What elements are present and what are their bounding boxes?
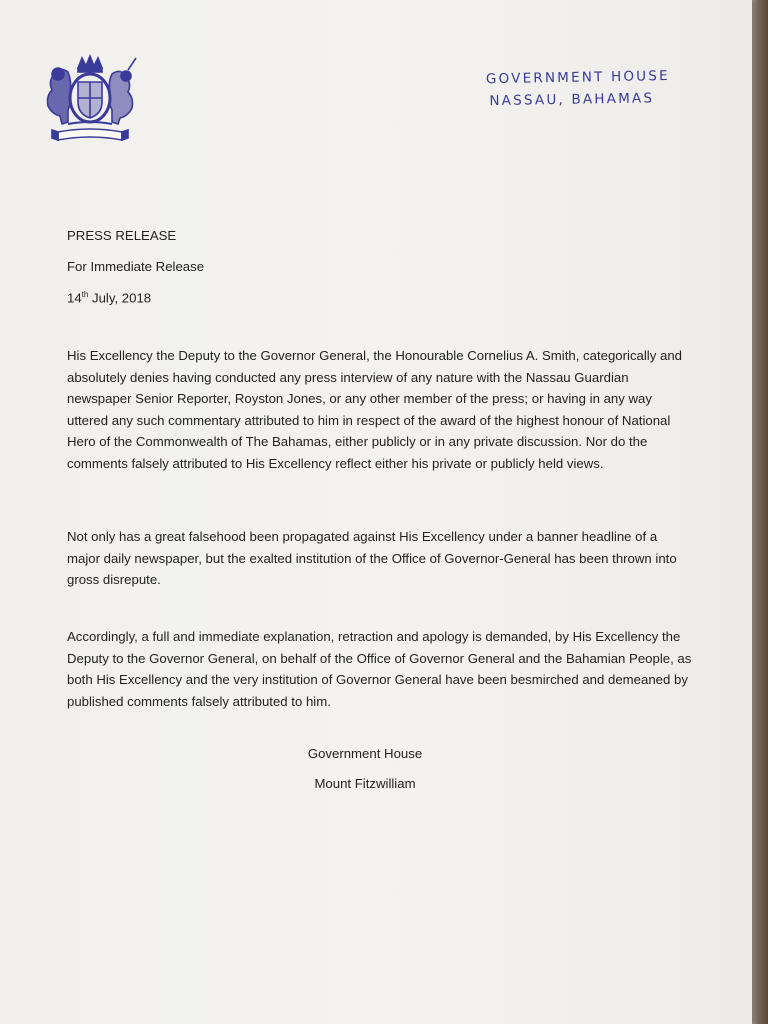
letterhead-line2: NASSAU, BAHAMAS — [489, 90, 655, 110]
paragraph-1: His Excellency the Deputy to the Governor General, the Honourable Cornelius A. Smith, categorically and absolutely denies having conducted any press interview of any nature with the Nassau Guardian newspaper Senior Reporter, Royston Jones, or any other member of the press; or having in any way uttered any such commentary attributed to him in respect of the award of the highest honour of National Hero of the Commonwealth of The Bahamas, either publicly or in any private discussion. Nor do the comments falsely attributed to His Excellency reflect either his private or publicly held views. — [67, 348, 683, 471]
paragraph-2: Not only has a great falsehood been propagated against His Excellency under a banner headline of a major daily newspaper, but the exalted institution of the Office of Governor-General has been thrown into gross disrepute. — [67, 529, 677, 587]
signature-line1: Government House — [307, 746, 423, 761]
press-release-label: PRESS RELEASE — [67, 228, 177, 243]
release-date: 14th July, 2018 — [67, 290, 152, 306]
background-edge — [750, 0, 768, 1024]
release-notice: For Immediate Release — [67, 259, 205, 274]
letterhead-line1: GOVERNMENT HOUSE — [485, 67, 670, 88]
signature-line2: Mount Fitzwilliam — [314, 776, 416, 791]
royal-coat-of-arms-icon — [38, 52, 142, 148]
paragraph-3: Accordingly, a full and immediate explanation, retraction and apology is demanded, by His Excellency the Deputy to the Governor General, on behalf of the Office of Governor General and the Bahamian People, as both His Excellency and the very institution of Governor General have been besmirched and demeaned by published comments falsely attributed to him. — [67, 629, 692, 709]
letterhead — [440, 68, 671, 110]
